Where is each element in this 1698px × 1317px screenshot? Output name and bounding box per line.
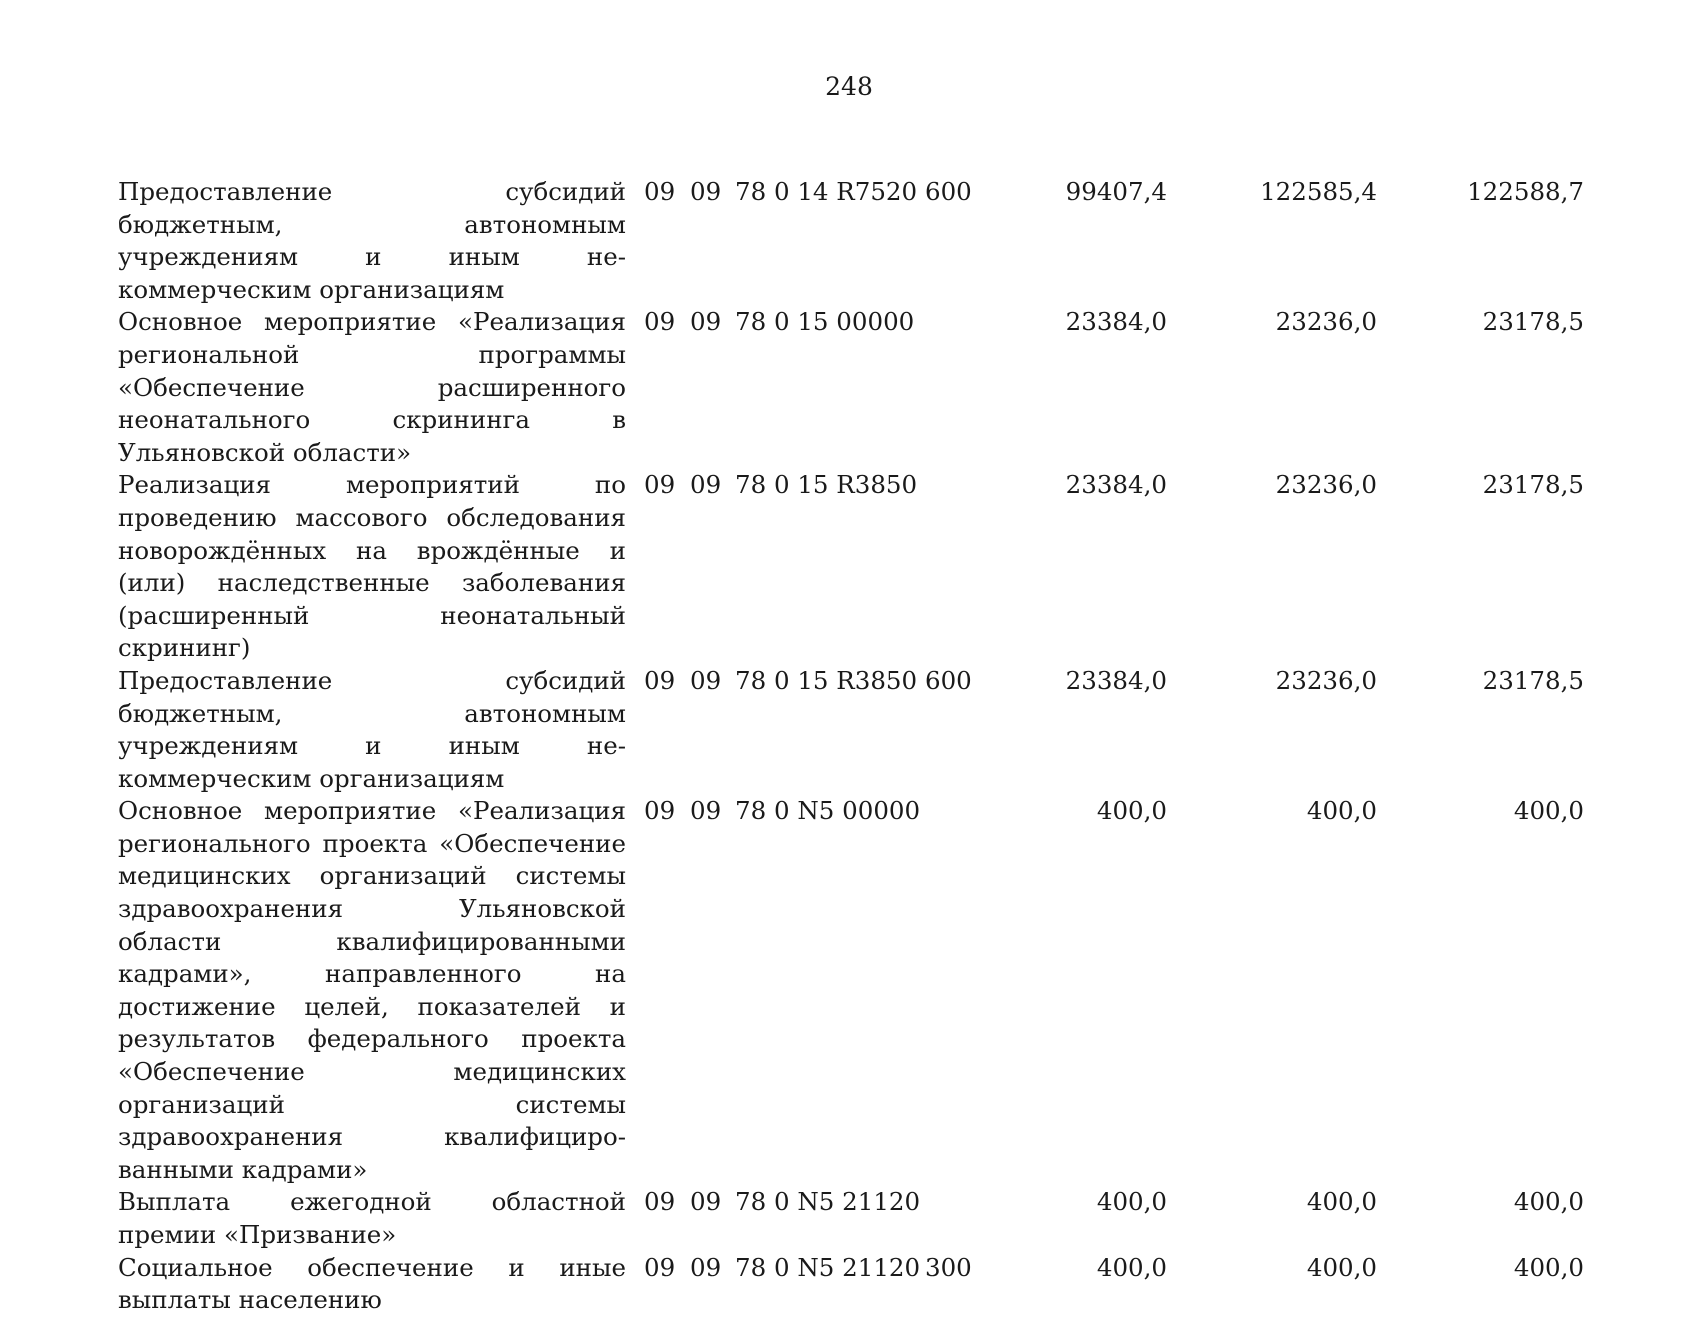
row-amount-3: 23178,5 bbox=[1482, 470, 1584, 500]
row-subsection: 09 bbox=[690, 1187, 722, 1217]
row-subsection: 09 bbox=[690, 307, 722, 337]
row-target-article: 78 0 14 R7520 bbox=[735, 177, 918, 206]
row-name: Реализация мероприятий по проведению массового обследования новорождённых на врождённые и (или) наследственные заболевания (расширенный неонатальный скрининг) bbox=[118, 470, 626, 663]
row-expense-type bbox=[925, 1186, 997, 1251]
page-number: 248 bbox=[825, 72, 873, 101]
row-section: 09 bbox=[644, 796, 676, 826]
row-section: 09 bbox=[644, 177, 676, 206]
row-amount-1: 400,0 bbox=[1096, 1252, 1167, 1282]
row-amount-1: 99407,4 bbox=[1065, 177, 1167, 206]
row-name: Предоставление субсидий бюджетным, автономным учреждениям и иным некоммерческим организациям bbox=[118, 665, 626, 793]
row-target-article: 78 0 N5 21120 bbox=[735, 1252, 921, 1282]
row-name: Выплата ежегодной областной премии «Призвание» bbox=[118, 1187, 626, 1249]
row-amount-3: 23178,5 bbox=[1482, 307, 1584, 337]
row-section: 09 bbox=[644, 665, 676, 695]
row-section: 09 bbox=[644, 1252, 676, 1282]
row-target-article: 78 0 15 00000 bbox=[735, 307, 915, 337]
row-section: 09 bbox=[644, 470, 676, 500]
row-amount-1: 23384,0 bbox=[1065, 470, 1167, 500]
row-amount-2: 23236,0 bbox=[1275, 470, 1377, 500]
row-amount-3: 122588,7 bbox=[1467, 177, 1584, 206]
row-amount-3: 400,0 bbox=[1513, 796, 1584, 826]
row-expense-type bbox=[925, 306, 997, 469]
table-row bbox=[118, 665, 1584, 795]
row-name: Основное мероприятие «Реализация региональной программы «Обеспечение расширенного неонатального скрининга в Ульяновской области» bbox=[118, 307, 626, 467]
row-amount-1: 400,0 bbox=[1096, 1187, 1167, 1217]
row-amount-2: 400,0 bbox=[1306, 1187, 1377, 1217]
row-expense-type: 600 bbox=[925, 665, 972, 695]
row-expense-type bbox=[925, 795, 997, 1186]
table-row bbox=[118, 176, 1584, 306]
row-amount-3: 400,0 bbox=[1513, 1187, 1584, 1217]
budget-table bbox=[118, 176, 1584, 1317]
row-name: Предоставление субсидий бюджетным, автономным учреждениям и иным некоммерческим организациям bbox=[118, 177, 626, 304]
table-row bbox=[118, 1252, 1584, 1317]
row-name: Основное мероприятие «Реализация регионального проекта «Обеспечение медицинских организаций системы здравоохранения Ульяновской области квалифицированными кадрами», направленного на достижение целей, показателей и результатов федерального проекта «Обеспечение медицинских организаций системы здравоохранения квалифицированными кадрами» bbox=[118, 796, 626, 1184]
row-amount-2: 400,0 bbox=[1306, 796, 1377, 826]
row-amount-2: 23236,0 bbox=[1275, 307, 1377, 337]
row-section: 09 bbox=[644, 1187, 676, 1217]
row-target-article: 78 0 N5 21120 bbox=[735, 1187, 921, 1217]
row-subsection: 09 bbox=[690, 177, 722, 206]
row-amount-2: 23236,0 bbox=[1275, 665, 1377, 695]
row-target-article: 78 0 15 R3850 bbox=[735, 665, 918, 695]
table-row bbox=[118, 1186, 1584, 1251]
row-amount-2: 122585,4 bbox=[1260, 177, 1377, 206]
table-row bbox=[118, 795, 1584, 1186]
row-amount-3: 400,0 bbox=[1513, 1252, 1584, 1282]
row-amount-1: 400,0 bbox=[1096, 796, 1167, 826]
row-subsection: 09 bbox=[690, 470, 722, 500]
row-amount-3: 23178,5 bbox=[1482, 665, 1584, 695]
row-target-article: 78 0 15 R3850 bbox=[735, 470, 918, 500]
row-subsection: 09 bbox=[690, 796, 722, 826]
row-subsection: 09 bbox=[690, 1252, 722, 1282]
row-subsection: 09 bbox=[690, 665, 722, 695]
row-expense-type: 600 bbox=[925, 177, 972, 206]
table-row bbox=[118, 469, 1584, 665]
row-amount-1: 23384,0 bbox=[1065, 307, 1167, 337]
row-section: 09 bbox=[644, 307, 676, 337]
row-target-article: 78 0 N5 00000 bbox=[735, 796, 921, 826]
table-row bbox=[118, 306, 1584, 469]
row-amount-1: 23384,0 bbox=[1065, 665, 1167, 695]
row-amount-2: 400,0 bbox=[1306, 1252, 1377, 1282]
row-expense-type bbox=[925, 469, 997, 665]
row-expense-type: 300 bbox=[925, 1252, 972, 1282]
row-name: Социальное обеспечение и иные выплаты населению bbox=[118, 1252, 626, 1315]
